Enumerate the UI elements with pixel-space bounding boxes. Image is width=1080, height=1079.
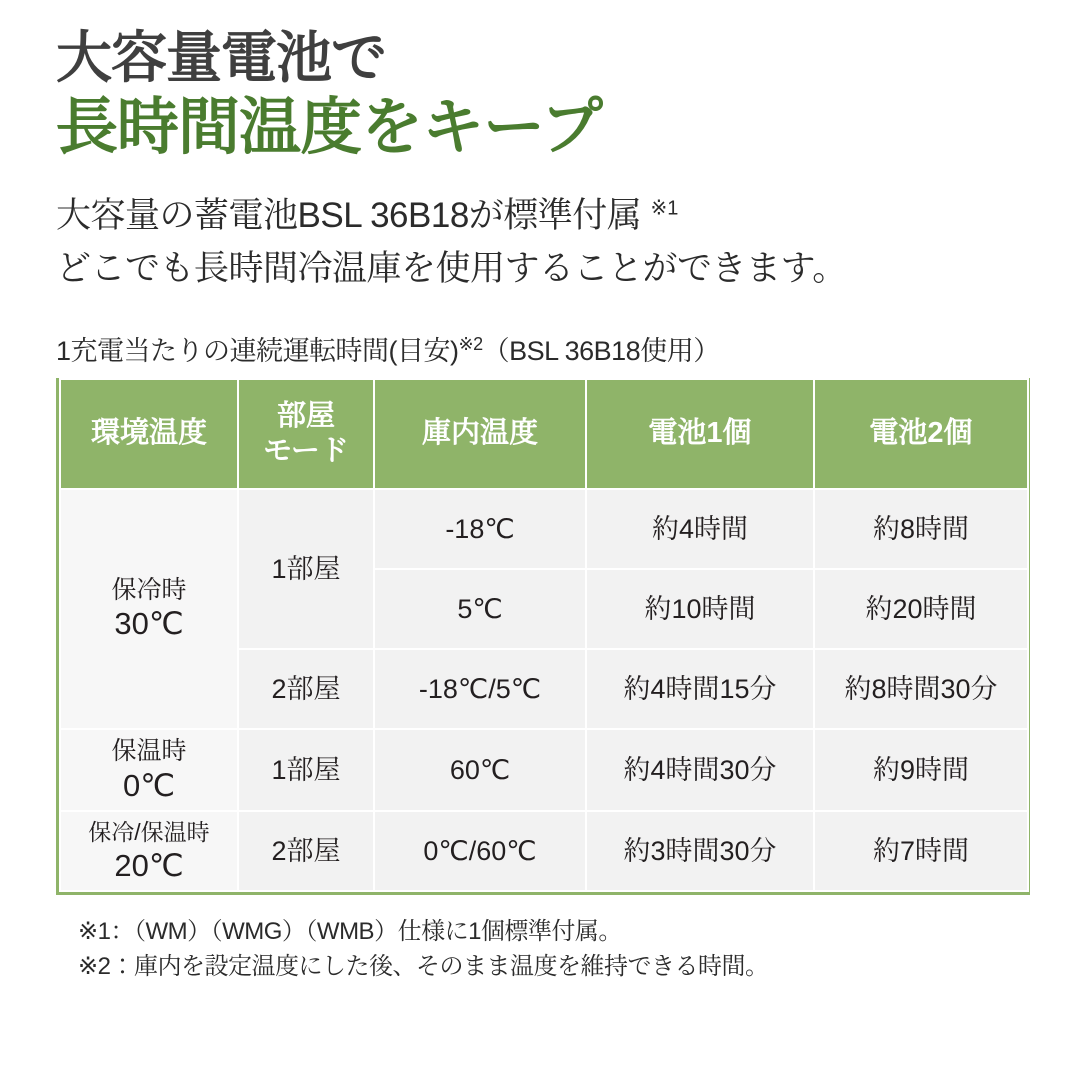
environment-temp-label: 保冷/保温時 (88, 819, 210, 846)
cell-two-batteries: 約8時間30分 (814, 649, 1028, 729)
table-caption-suffix: （BSL 36B18使用） (482, 336, 720, 367)
cell-room-mode: 2部屋 (238, 811, 374, 891)
column-header-room-mode (238, 379, 374, 489)
cell-two-batteries: 約8時間 (814, 489, 1028, 569)
cell-room-mode: 1部屋 (238, 489, 374, 649)
table-caption-main: 1充電当たりの連続運転時間(目安) (56, 336, 459, 367)
spec-table-wrapper (56, 378, 1030, 895)
lead-line-1: 大容量の蓄電池BSL 36B18が標準付属 (56, 196, 651, 236)
table-row (60, 811, 1028, 891)
cell-environment-temp (60, 489, 238, 729)
cell-inner-temp: -18℃/5℃ (374, 649, 586, 729)
table-caption-footnote-marker: ※2 (458, 334, 483, 355)
table-caption (56, 329, 1024, 368)
column-header-room-mode-line1: 部屋 (276, 399, 335, 432)
cell-two-batteries: 約7時間 (814, 811, 1028, 891)
cell-inner-temp: 60℃ (374, 729, 586, 811)
lead-footnote-marker: ※1 (650, 197, 679, 220)
column-header-one-battery: 電池1個 (586, 379, 814, 489)
footnote-1: ※1：（WM）（WMG）（WMB）仕様に1個標準付属。 (78, 918, 622, 946)
cell-environment-temp (60, 729, 238, 811)
table-body (60, 489, 1028, 891)
cell-room-mode: 2部屋 (238, 649, 374, 729)
lead-paragraph (56, 190, 1024, 295)
column-header-two-batteries: 電池2個 (814, 379, 1028, 489)
cell-inner-temp: 5℃ (374, 569, 586, 649)
runtime-spec-table (59, 378, 1029, 892)
cell-two-batteries: 約9時間 (814, 729, 1028, 811)
cell-one-battery: 約4時間15分 (586, 649, 814, 729)
column-header-room-mode-line2: モード (263, 435, 349, 468)
table-header (60, 379, 1028, 489)
environment-temp-label: 保冷時 (111, 575, 187, 604)
cell-one-battery: 約10時間 (586, 569, 814, 649)
cell-inner-temp: -18℃ (374, 489, 586, 569)
cell-one-battery: 約4時間30分 (586, 729, 814, 811)
environment-temp-value: 30℃ (114, 606, 184, 642)
cell-two-batteries: 約20時間 (814, 569, 1028, 649)
column-header-environment-temp: 環境温度 (60, 379, 238, 489)
footnotes (56, 915, 1024, 985)
table-row (60, 729, 1028, 811)
environment-temp-label: 保温時 (111, 737, 187, 766)
environment-temp-value: 0℃ (122, 767, 176, 803)
cell-one-battery: 約3時間30分 (586, 811, 814, 891)
cell-one-battery: 約4時間 (586, 489, 814, 569)
cell-inner-temp: 0℃/60℃ (374, 811, 586, 891)
headline-line-1: 大容量電池で (56, 26, 386, 89)
page-title (56, 26, 1024, 164)
table-header-row (60, 379, 1028, 489)
cell-environment-temp (60, 811, 238, 891)
cell-room-mode: 1部屋 (238, 729, 374, 811)
footnote-2: ※2：庫内を設定温度にした後、そのまま温度を維持できる時間。 (78, 953, 769, 981)
column-header-inner-temp: 庫内温度 (374, 379, 586, 489)
headline-line-2: 長時間温度をキープ (56, 92, 602, 162)
lead-line-2: どこでも長時間冷温庫を使用することができます。 (56, 248, 847, 288)
table-row (60, 489, 1028, 569)
environment-temp-value: 20℃ (114, 847, 184, 883)
